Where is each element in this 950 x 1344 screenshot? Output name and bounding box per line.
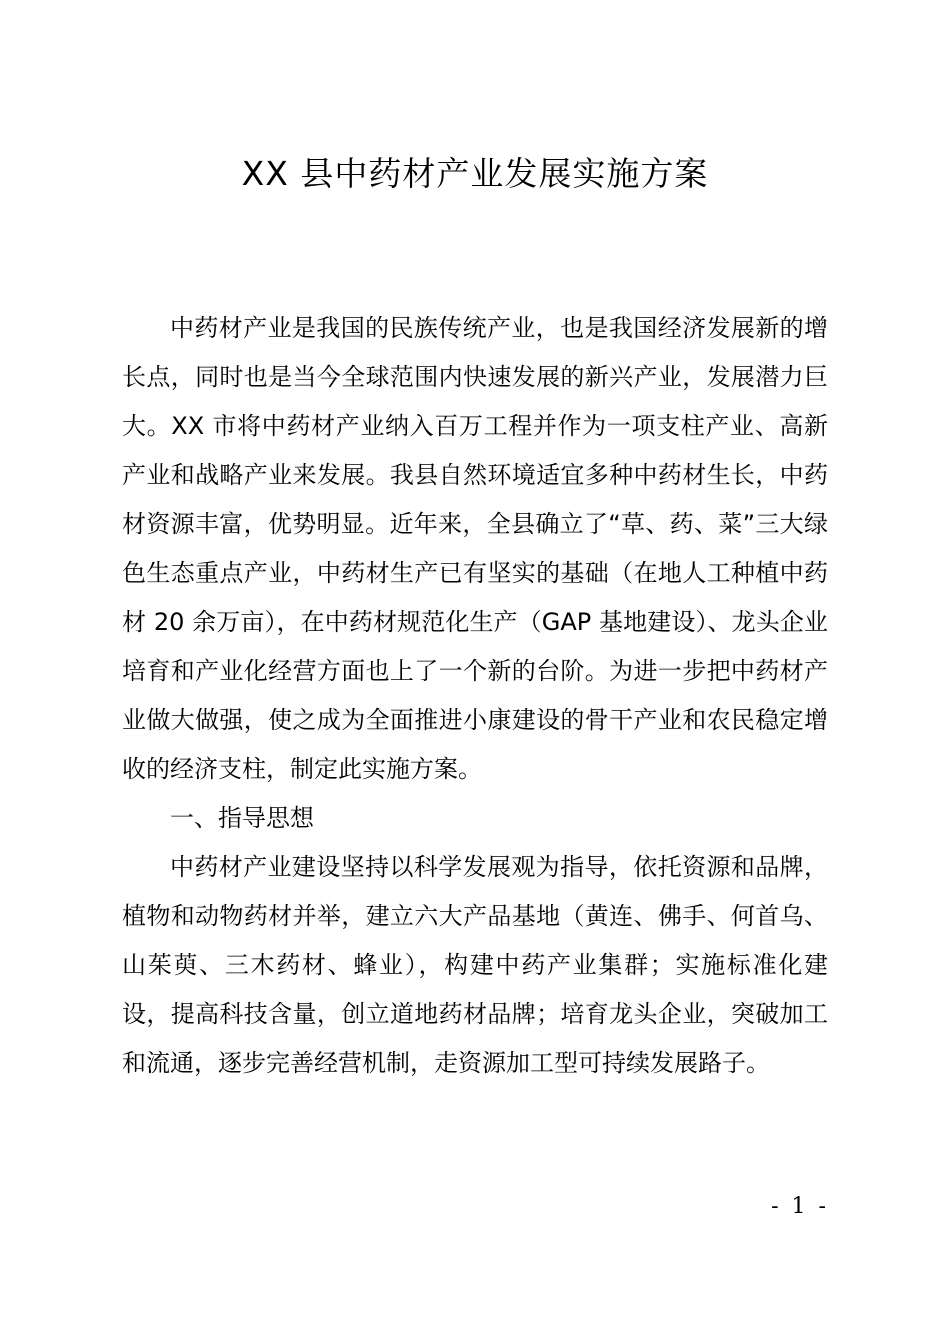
paragraph-intro: 中药材产业是我国的民族传统产业，也是我国经济发展新的增长点，同时也是当今全球范围内快速发展的新兴产业，发展潜力巨大。XX 市将中药材产业纳入百万工程并作为一项支柱产业、高新产业和战略产业来发展。我县自然环境适宜多种中药材生长，中药材资源丰富，优势明显。近年来，全县确立了“草、药、菜”三大绿色生态重点产业，中药材生产已有坚实的基础（在地人工种植中药材 20 余万亩），在中药材规范化生产（GAP 基地建设）、龙头企业培育和产业化经营方面也上了一个新的台阶。为进一步把中药材产业做大做强，使之成为全面推进小康建设的骨干产业和农民稳定增收的经济支柱，制定此实施方案。 <box>122 314 828 783</box>
document-body <box>122 304 828 1088</box>
page-number: - 1 - <box>771 1194 829 1219</box>
section-heading-guiding-ideology: 一、指导思想 <box>170 804 314 832</box>
page-title: XX 县中药材产业发展实施方案 <box>241 154 709 193</box>
paragraph-guiding-ideology: 中药材产业建设坚持以科学发展观为指导，依托资源和品牌，植物和动物药材并举，建立六大产品基地（黄连、佛手、何首乌、山茱萸、三木药材、蜂业），构建中药产业集群；实施标准化建设，提高科技含量，创立道地药材品牌；培育龙头企业，突破加工和流通，逐步完善经营机制，走资源加工型可持续发展路子。 <box>122 853 828 1077</box>
